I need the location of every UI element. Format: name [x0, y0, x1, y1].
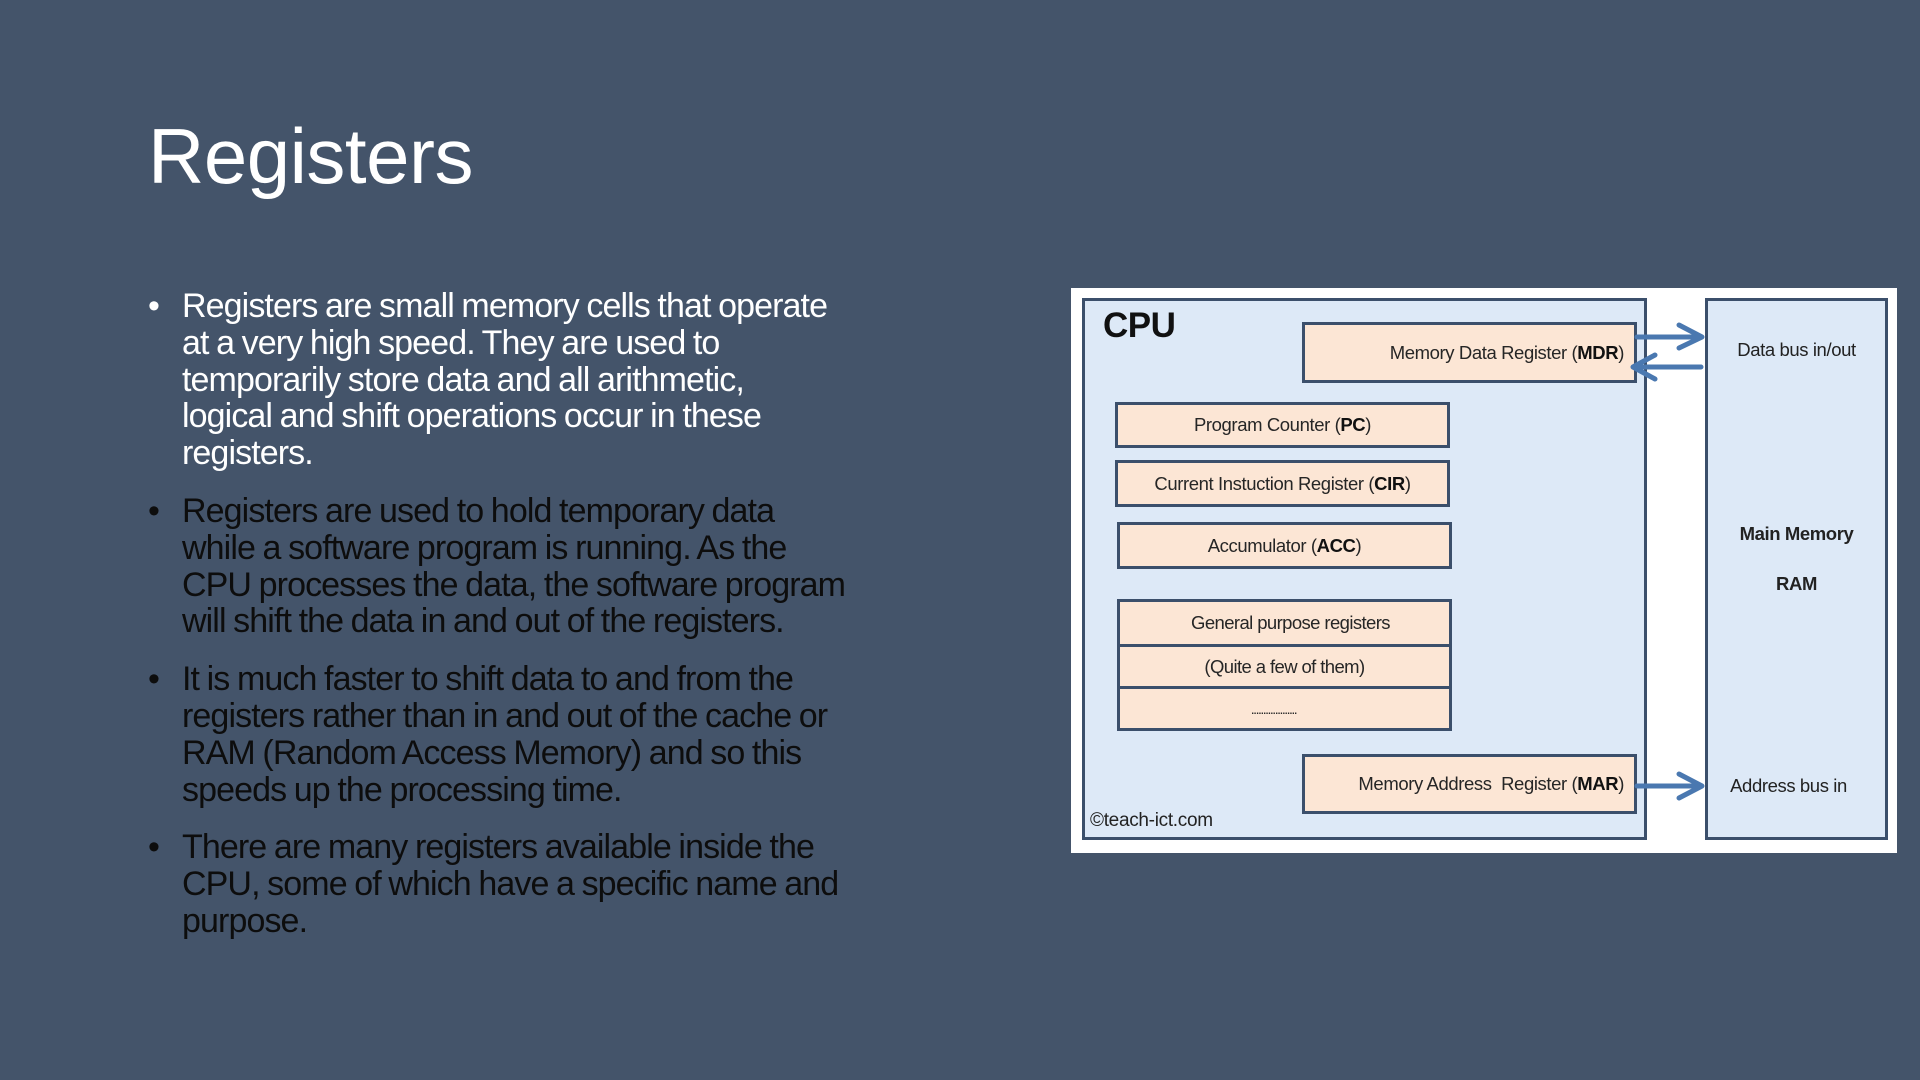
- bullet-line: CPU processes the data, the software program: [182, 565, 846, 604]
- acc-register: [1117, 522, 1452, 569]
- bullet-line: registers rather than in and out of the cache or: [182, 696, 828, 735]
- pc-abbr: PC: [1340, 414, 1366, 435]
- bullet-marker: •: [148, 828, 160, 867]
- ram-label: RAM: [1776, 573, 1817, 594]
- mdr-register: [1302, 322, 1637, 383]
- mdr-close: ): [1618, 341, 1624, 363]
- gp-row-title: General purpose registers: [1191, 612, 1390, 633]
- gp-row-note: (Quite a few of them): [1120, 644, 1449, 686]
- bullet-line: while a software program is running. As the: [182, 528, 787, 567]
- bullet-line: logical and shift operations occur in these: [182, 397, 762, 436]
- slide-title: Registers: [148, 112, 473, 200]
- acc-name: Accumulator (: [1207, 534, 1317, 556]
- main-memory-label: Main Memory: [1739, 523, 1854, 544]
- main-memory-box: [1705, 298, 1888, 840]
- mar-name: Memory Address Register (: [1358, 773, 1578, 794]
- bullet-line: It is much faster to shift data to and from the: [182, 660, 794, 699]
- bullet-line: will shift the data in and out of the registers.: [182, 602, 784, 641]
- bullet-marker: •: [148, 287, 160, 325]
- cir-abbr: CIR: [1374, 472, 1405, 494]
- cir-register: [1115, 460, 1450, 507]
- bullet-item: [146, 493, 1036, 640]
- data-bus-label: Data bus in/out: [1737, 339, 1856, 360]
- mar-abbr: MAR: [1577, 773, 1619, 794]
- bullet-list: [146, 288, 1036, 961]
- mar-close: ): [1618, 773, 1624, 794]
- cpu-register-diagram: [1071, 288, 1897, 853]
- mar-register: [1302, 754, 1637, 814]
- bullet-item: [146, 288, 1036, 472]
- bullet-line: There are many registers available inside the: [182, 828, 814, 867]
- bullet-marker: •: [148, 660, 160, 699]
- bullet-line: CPU, some of which have a specific name and: [182, 865, 839, 904]
- pc-register: [1115, 402, 1450, 448]
- bullet-line: at a very high speed. They are used to: [182, 323, 720, 362]
- general-purpose-registers: [1117, 599, 1452, 731]
- bullet-line: purpose.: [182, 901, 308, 940]
- pc-name: Program Counter (: [1193, 414, 1341, 435]
- gp-row-ellipsis: ...................: [1120, 686, 1449, 728]
- bullet-line: speeds up the processing time.: [182, 770, 622, 809]
- cpu-label: CPU: [1103, 306, 1176, 345]
- bullet-item: [146, 661, 1036, 808]
- mdr-name: Memory Data Register (: [1389, 341, 1578, 363]
- bullet-item: [146, 829, 1036, 939]
- bullet-line: Registers are used to hold temporary data: [182, 491, 775, 530]
- address-bus-label: Address bus in: [1730, 775, 1847, 796]
- bullet-line: Registers are small memory cells that operate: [182, 287, 828, 325]
- bullet-line: RAM (Random Access Memory) and so this: [182, 733, 802, 772]
- cir-name: Current Instuction Register (: [1154, 472, 1375, 494]
- mdr-abbr: MDR: [1577, 341, 1619, 363]
- acc-close: ): [1355, 534, 1362, 556]
- acc-abbr: ACC: [1316, 534, 1356, 556]
- bullet-line: registers.: [182, 434, 313, 473]
- copyright-label: ©teach-ict.com: [1090, 810, 1213, 831]
- bullet-marker: •: [148, 491, 160, 530]
- bullet-line: temporarily store data and all arithmetic,: [182, 360, 744, 399]
- cir-close: ): [1404, 472, 1411, 494]
- pc-close: ): [1365, 414, 1372, 435]
